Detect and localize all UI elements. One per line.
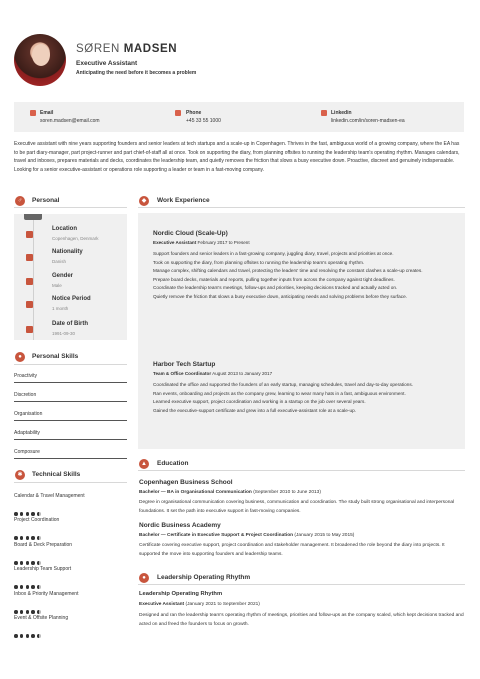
personal-label: Location (52, 226, 77, 232)
personal-skill-label: Composure (14, 449, 40, 455)
first-name: SØREN (76, 43, 120, 55)
job-meta (153, 371, 272, 376)
rating-dot (31, 585, 35, 589)
personal-value: Danish (52, 259, 67, 264)
job-role: Executive Assistant (153, 240, 197, 245)
rating-dot (37, 536, 41, 540)
technical-skill-label: Event & Offsite Planning (14, 615, 69, 621)
rating-dot (31, 634, 35, 638)
phone-label: Phone (186, 110, 202, 116)
skill-bar (14, 439, 127, 440)
personal-skills-heading: Personal Skills (32, 353, 79, 360)
rating-dot (26, 561, 30, 565)
rating-dot (37, 634, 41, 638)
users-icon: ● (15, 352, 25, 362)
avatar-face (32, 44, 50, 66)
rating-dot (31, 610, 35, 614)
personal-divider (14, 207, 127, 208)
candidate-name (76, 43, 177, 55)
rating-dot (31, 512, 35, 516)
technical-skill-label: Project Coordination (14, 517, 60, 523)
rating-dot (14, 634, 18, 638)
education-description: Degree in organisational communication covering business, communication and coordination. The study built strong organisational and interpersonal foundations. It set the path into executive support in fast-moving companies. (139, 500, 455, 514)
rating-dot (26, 585, 30, 589)
education-degree: Bachelor — Certificate in Executive Support & Project Coordination (139, 533, 294, 538)
rating-dot (20, 610, 24, 614)
personal-timeline (33, 220, 34, 340)
work-heading: Work Experience (157, 197, 210, 204)
technical-skills-heading: Technical Skills (32, 471, 81, 478)
technical-skill-label: Calendar & Travel Management (14, 493, 85, 499)
flag-icon (26, 254, 33, 261)
phone-icon (175, 110, 181, 116)
personal-value: 1 month (52, 306, 69, 311)
rating-dot (20, 585, 24, 589)
personal-skill-label: Proactivity (14, 373, 38, 379)
cake-icon (26, 326, 33, 333)
technical-skill-label: Leadership Team Support (14, 566, 72, 572)
team-icon: ● (139, 573, 149, 583)
education-dates: (September 2010 to June 2013) (253, 490, 321, 495)
leadership-meta (139, 602, 260, 607)
education-heading: Education (157, 460, 189, 467)
personal-label: Nationality (52, 249, 83, 255)
leadership-role: Executive Assistant (139, 602, 185, 607)
skill-bar (14, 382, 127, 383)
rating-dot (26, 634, 30, 638)
technical-skills-divider (14, 482, 127, 483)
graduation-cap-icon: ▲ (139, 459, 149, 469)
rating-dot (14, 536, 18, 540)
job-company: Harbor Tech Startup (153, 361, 216, 368)
rating-dot (37, 585, 41, 589)
job-description: Coordinated the office and supported the founders of an early startup, managing schedules, travel and day-to-day operations. Ran events, onboarding and projects as the company grew, learning to wear many hats in a fast, ambiguous environment. Learned executive support, project coordination and working in a startup on the job over several years. Gained the executive-support certificate and grew into a full executive-assistant role at a scale-up. (153, 382, 413, 413)
skill-bar (14, 458, 127, 459)
contact-phone (186, 110, 221, 124)
job-title: Executive Assistant (76, 60, 138, 67)
rating-dot (31, 561, 35, 565)
skill-bar (14, 420, 127, 421)
education-dates: (January 2015 to May 2015) (294, 533, 355, 538)
education-meta (139, 490, 321, 495)
rating-dot (26, 536, 30, 540)
rating-dot (26, 512, 30, 516)
technical-skill-label: Inbox & Priority Management (14, 591, 79, 597)
rating-dot (14, 561, 18, 565)
leadership-divider (138, 584, 465, 585)
personal-label: Gender (52, 273, 74, 279)
rating-dot (31, 536, 35, 540)
personal-value: Male (52, 283, 62, 288)
work-divider (138, 207, 465, 208)
gender-small-icon (26, 278, 33, 285)
personal-skill (14, 373, 127, 379)
gender-icon: ♂ (15, 196, 25, 206)
leadership-subtitle: Leadership Operating Rhythm (139, 591, 223, 597)
last-name: MADSEN (123, 43, 178, 55)
rating-dot (26, 610, 30, 614)
linkedin-label: Linkedin (331, 110, 352, 116)
email-icon (30, 110, 36, 116)
education-meta (139, 533, 354, 538)
contact-email (40, 110, 100, 124)
rating-dot (20, 634, 24, 638)
briefcase-icon: ◆ (139, 196, 149, 206)
job-meta (153, 240, 250, 245)
job-dates: August 2013 to January 2017 (212, 371, 273, 376)
email-label: Email (40, 110, 54, 116)
rating-dot (20, 561, 24, 565)
rating-dot (37, 561, 41, 565)
education-description: Certificate covering executive support, project coordination and stakeholder management. It broadened the role beyond the diary into projects. It supported the move into supporting founders and leadership teams. (139, 543, 445, 557)
rating-dot (37, 512, 41, 516)
skill-rating (14, 625, 43, 643)
rating-dot (14, 585, 18, 589)
job-dates: February 2017 to Present (197, 240, 250, 245)
skill-bar (14, 401, 127, 402)
email-link[interactable]: soren.madsen@email.com (40, 118, 100, 124)
personal-skill-label: Discretion (14, 392, 37, 398)
education-school: Nordic Business Academy (139, 522, 221, 529)
personal-label: Date of Birth (52, 321, 88, 327)
personal-value: 1991-09-30 (52, 331, 76, 336)
leadership-description: Designed and ran the leadership team's operating rhythm of meetings, priorities and follow-ups as the company scaled, which kept decisions tracked and acted on and freed the founders to focus on growth. (139, 613, 464, 627)
contact-linkedin (331, 110, 405, 124)
personal-skills-divider (14, 364, 127, 365)
personal-skill (14, 392, 127, 398)
job-company: Nordic Cloud (Scale-Up) (153, 230, 228, 237)
linkedin-link[interactable]: linkedin.com/in/soren-madsen-ea (331, 118, 405, 124)
rating-dot (14, 512, 18, 516)
phone-value[interactable]: +45 33 55 1000 (186, 118, 221, 124)
linkedin-icon (321, 110, 327, 116)
education-divider (138, 470, 465, 471)
contact-bar (14, 102, 464, 132)
personal-heading: Personal (32, 197, 60, 204)
leadership-heading: Leadership Operating Rhythm (157, 574, 251, 581)
tagline: Anticipating the need before it becomes a problem (76, 70, 197, 76)
personal-skill (14, 430, 127, 436)
personal-skill-label: Organisation (14, 411, 43, 417)
profile-summary: Executive assistant with nine years supporting founders and senior leaders at tech startups and a scale-up in Copenhagen. Thrives in the fast, ambiguous world of a growing company, where the EA has to be part diary-manager, part project-runner and part chief-of-staff all at once. Took on supporting the diary, from planning offsites to running the leadership team's operating rhythm. Manages calendars, travel and inboxes, prepares materials and decks, coordinates the leadership team, and quietly removes the friction that slows a busy executive down. Proactive, discreet and genuinely indispensable. Looking for a senior executive-assistant or operations role supporting a leader or team in a fast-moving company. (14, 141, 460, 173)
personal-label: Notice Period (52, 296, 91, 302)
gear-icon: ✱ (15, 470, 25, 480)
location-icon (26, 231, 33, 238)
leadership-dates: (January 2021 to September 2021) (185, 602, 260, 607)
clock-icon (26, 301, 33, 308)
rating-dot (20, 536, 24, 540)
personal-value: Copenhagen, Denmark (52, 236, 99, 241)
job-role: Team & Office Coordinator (153, 371, 212, 376)
personal-skill (14, 411, 127, 417)
rating-dot (14, 610, 18, 614)
rating-dot (20, 512, 24, 516)
education-school: Copenhagen Business School (139, 479, 233, 486)
rating-dot (37, 610, 41, 614)
education-degree: Bachelor — BA in Organisational Communication (139, 490, 252, 495)
personal-skill-label: Adaptability (14, 430, 40, 436)
technical-skill-label: Board & Deck Preparation (14, 542, 73, 548)
personal-skill (14, 449, 127, 455)
job-description: Support founders and senior leaders in a fast-growing company, juggling diary, travel, projects and priorities at once. Took on supporting the diary, from planning offsites to running the leadership team's operating rhythm. Manage complex, shifting calendars and travel, protecting the leaders' time and resolving the constant clashes a scale-up creates. Prepare board decks, materials and reports, pulling together inputs from across the company against tight deadlines. Coordinate the leadership team's meetings, follow-ups and priorities, keeping decisions tracked and actually acted on. Quietly remove the friction that slows a busy executive down, anticipating needs and solving problems before they surface. (153, 251, 423, 299)
